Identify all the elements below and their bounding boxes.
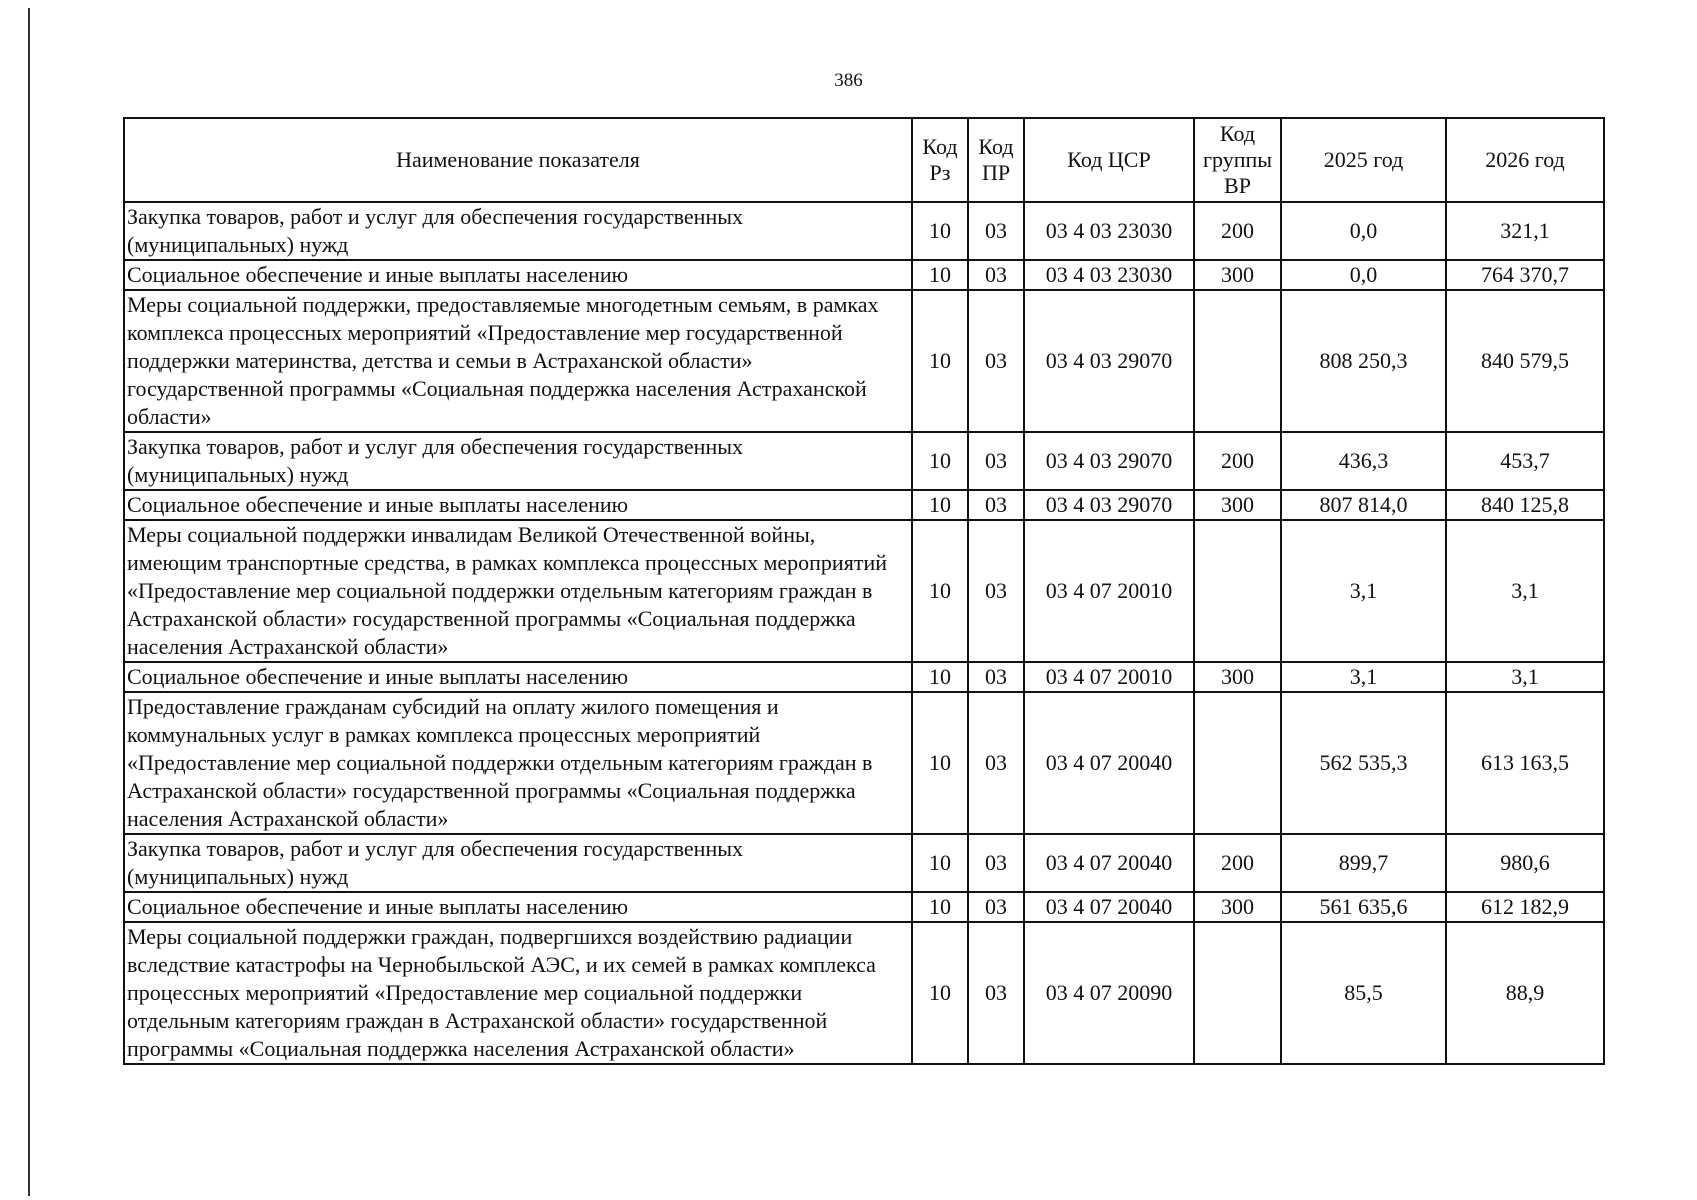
row-rz: 10 [912, 202, 968, 260]
row-pr: 03 [968, 520, 1024, 662]
row-2025: 0,0 [1281, 202, 1446, 260]
row-vr: 300 [1194, 260, 1281, 290]
table-row [124, 520, 1604, 662]
row-csr: 03 4 07 20010 [1024, 662, 1194, 692]
row-csr: 03 4 07 20010 [1024, 520, 1194, 662]
row-vr [1194, 520, 1281, 662]
row-name: Социальное обеспечение и иные выплаты населению [124, 892, 912, 922]
table-row [124, 290, 1604, 432]
row-name: Закупка товаров, работ и услуг для обеспечения государственных (муниципальных) нужд [124, 202, 912, 260]
row-name: Меры социальной поддержки инвалидам Великой Отечественной войны, имеющим транспортные средства, в рамках комплекса процессных мероприятий «Предоставление мер социальной поддержки отдельным категориям граждан в Астраханской области» государственной программы «Социальная поддержка населения Астраханской области» [124, 520, 912, 662]
page-number: 386 [834, 70, 863, 91]
table-header-row [124, 118, 1604, 202]
row-csr: 03 4 03 29070 [1024, 432, 1194, 490]
row-rz: 10 [912, 520, 968, 662]
row-2025: 899,7 [1281, 834, 1446, 892]
row-2025: 0,0 [1281, 260, 1446, 290]
row-rz: 10 [912, 922, 968, 1064]
row-pr: 03 [968, 202, 1024, 260]
row-2026: 612 182,9 [1446, 892, 1604, 922]
header-2026: 2026 год [1446, 118, 1604, 202]
header-vr: Код группы ВР [1194, 118, 1281, 202]
row-pr: 03 [968, 290, 1024, 432]
budget-table [123, 117, 1605, 1065]
row-name: Меры социальной поддержки граждан, подвергшихся воздействию радиации вследствие катастрофы на Чернобыльской АЭС, и их семей в рамках комплекса процессных мероприятий «Предоставление мер социальной поддержки отдельным категориям граждан в Астраханской области» государственной программы «Социальная поддержка населения Астраханской области» [124, 922, 912, 1064]
table-row [124, 260, 1604, 290]
table-row [124, 432, 1604, 490]
row-2026: 840 579,5 [1446, 290, 1604, 432]
row-name: Закупка товаров, работ и услуг для обеспечения государственных (муниципальных) нужд [124, 834, 912, 892]
row-vr: 300 [1194, 892, 1281, 922]
row-vr: 200 [1194, 202, 1281, 260]
row-vr: 300 [1194, 662, 1281, 692]
header-2025: 2025 год [1281, 118, 1446, 202]
row-vr [1194, 290, 1281, 432]
table-row [124, 892, 1604, 922]
row-rz: 10 [912, 662, 968, 692]
header-name: Наименование показателя [124, 118, 912, 202]
row-csr: 03 4 03 29070 [1024, 490, 1194, 520]
row-name: Социальное обеспечение и иные выплаты населению [124, 490, 912, 520]
row-pr: 03 [968, 692, 1024, 834]
row-csr: 03 4 03 23030 [1024, 202, 1194, 260]
row-csr: 03 4 03 29070 [1024, 290, 1194, 432]
row-2026: 980,6 [1446, 834, 1604, 892]
row-2026: 3,1 [1446, 520, 1604, 662]
table-row [124, 490, 1604, 520]
row-pr: 03 [968, 834, 1024, 892]
row-pr: 03 [968, 922, 1024, 1064]
header-csr: Код ЦСР [1024, 118, 1194, 202]
table-row [124, 922, 1604, 1064]
row-2026: 3,1 [1446, 662, 1604, 692]
row-2026: 321,1 [1446, 202, 1604, 260]
row-2025: 807 814,0 [1281, 490, 1446, 520]
row-vr: 200 [1194, 834, 1281, 892]
binding-margin-line [28, 8, 30, 1196]
row-2025: 562 535,3 [1281, 692, 1446, 834]
row-2026: 88,9 [1446, 922, 1604, 1064]
row-rz: 10 [912, 692, 968, 834]
row-2026: 840 125,8 [1446, 490, 1604, 520]
row-csr: 03 4 07 20040 [1024, 834, 1194, 892]
row-csr: 03 4 03 23030 [1024, 260, 1194, 290]
row-rz: 10 [912, 432, 968, 490]
row-2025: 3,1 [1281, 520, 1446, 662]
row-vr [1194, 922, 1281, 1064]
row-csr: 03 4 07 20040 [1024, 892, 1194, 922]
row-name: Закупка товаров, работ и услуг для обеспечения государственных (муниципальных) нужд [124, 432, 912, 490]
row-vr: 200 [1194, 432, 1281, 490]
row-pr: 03 [968, 260, 1024, 290]
table-row [124, 834, 1604, 892]
row-rz: 10 [912, 290, 968, 432]
row-2026: 453,7 [1446, 432, 1604, 490]
row-pr: 03 [968, 432, 1024, 490]
row-pr: 03 [968, 490, 1024, 520]
row-2025: 85,5 [1281, 922, 1446, 1064]
header-rz: Код Рз [912, 118, 968, 202]
row-name: Социальное обеспечение и иные выплаты населению [124, 662, 912, 692]
row-csr: 03 4 07 20090 [1024, 922, 1194, 1064]
row-name: Предоставление гражданам субсидий на оплату жилого помещения и коммунальных услуг в рамках комплекса процессных мероприятий «Предоставление мер социальной поддержки отдельным категориям граждан в Астраханской области» государственной программы «Социальная поддержка населения Астраханской области» [124, 692, 912, 834]
row-2025: 561 635,6 [1281, 892, 1446, 922]
row-rz: 10 [912, 834, 968, 892]
row-rz: 10 [912, 260, 968, 290]
row-2025: 3,1 [1281, 662, 1446, 692]
table-row [124, 662, 1604, 692]
row-2025: 436,3 [1281, 432, 1446, 490]
row-name: Меры социальной поддержки, предоставляемые многодетным семьям, в рамках комплекса процессных мероприятий «Предоставление мер государственной поддержки материнства, детства и семьи в Астраханской области» государственной программы «Социальная поддержка населения Астраханской области» [124, 290, 912, 432]
row-2026: 764 370,7 [1446, 260, 1604, 290]
row-csr: 03 4 07 20040 [1024, 692, 1194, 834]
row-name: Социальное обеспечение и иные выплаты населению [124, 260, 912, 290]
row-2026: 613 163,5 [1446, 692, 1604, 834]
header-pr: Код ПР [968, 118, 1024, 202]
row-rz: 10 [912, 490, 968, 520]
row-vr [1194, 692, 1281, 834]
row-2025: 808 250,3 [1281, 290, 1446, 432]
table-row [124, 692, 1604, 834]
row-vr: 300 [1194, 490, 1281, 520]
row-pr: 03 [968, 892, 1024, 922]
row-pr: 03 [968, 662, 1024, 692]
row-rz: 10 [912, 892, 968, 922]
table-row [124, 202, 1604, 260]
